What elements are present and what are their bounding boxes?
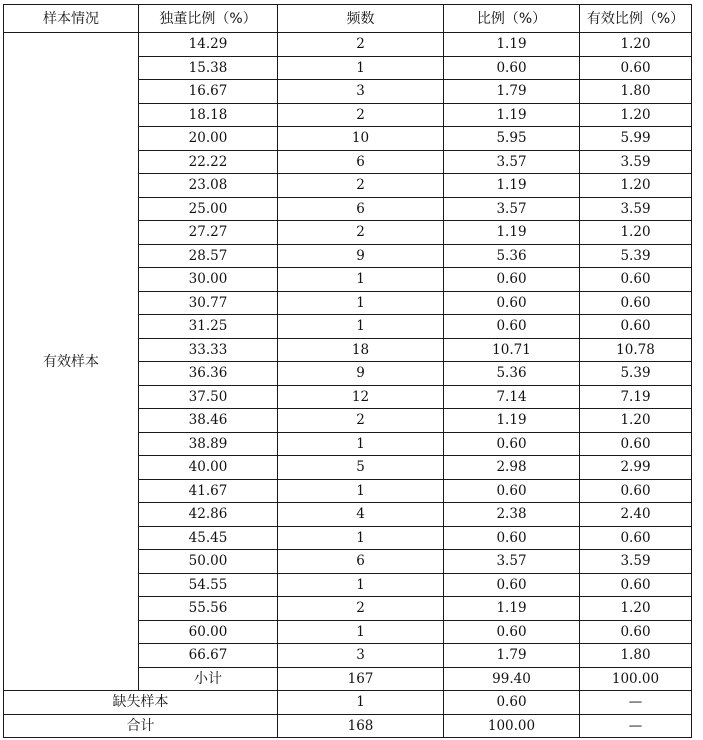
ratio-cell: 25.00 (139, 197, 278, 221)
ratio-cell: 38.89 (139, 432, 278, 456)
missing-percent: 0.60 (444, 691, 580, 715)
frequency-cell: 2 (278, 221, 444, 245)
missing-frequency: 1 (278, 691, 444, 715)
ratio-cell: 37.50 (139, 385, 278, 409)
ratio-cell: 60.00 (139, 620, 278, 644)
missing-row (4, 691, 692, 715)
frequency-cell: 18 (278, 338, 444, 362)
percent-cell: 1.19 (444, 409, 580, 433)
ratio-cell: 40.00 (139, 456, 278, 480)
frequency-cell: 5 (278, 456, 444, 480)
header-frequency: 频数 (278, 5, 444, 33)
frequency-cell: 9 (278, 362, 444, 386)
ratio-cell: 18.18 (139, 103, 278, 127)
subtotal-valid-percent: 100.00 (580, 667, 692, 691)
percent-cell: 0.60 (444, 432, 580, 456)
valid-percent-cell: 3.59 (580, 550, 692, 574)
valid-percent-cell: 1.20 (580, 597, 692, 621)
frequency-cell: 2 (278, 33, 444, 57)
ratio-cell: 41.67 (139, 479, 278, 503)
missing-valid-percent: — (580, 691, 692, 715)
percent-cell: 3.57 (444, 550, 580, 574)
ratio-cell: 38.46 (139, 409, 278, 433)
ratio-cell: 31.25 (139, 315, 278, 339)
frequency-cell: 4 (278, 503, 444, 527)
valid-percent-cell: 0.60 (580, 56, 692, 80)
frequency-cell: 1 (278, 291, 444, 315)
percent-cell: 1.19 (444, 174, 580, 198)
subtotal-label: 小计 (139, 667, 278, 691)
valid-percent-cell: 0.60 (580, 620, 692, 644)
ratio-cell: 28.57 (139, 244, 278, 268)
valid-percent-cell: 2.99 (580, 456, 692, 480)
frequency-cell: 6 (278, 550, 444, 574)
frequency-cell: 6 (278, 197, 444, 221)
valid-percent-cell: 0.60 (580, 268, 692, 292)
ratio-cell: 27.27 (139, 221, 278, 245)
percent-cell: 0.60 (444, 479, 580, 503)
frequency-table (3, 4, 692, 738)
frequency-cell: 1 (278, 56, 444, 80)
valid-percent-cell: 0.60 (580, 291, 692, 315)
frequency-cell: 1 (278, 268, 444, 292)
frequency-cell: 3 (278, 80, 444, 104)
header-independent-director-ratio: 独董比例（%） (139, 5, 278, 33)
valid-percent-cell: 5.39 (580, 244, 692, 268)
valid-percent-cell: 7.19 (580, 385, 692, 409)
valid-percent-cell: 0.60 (580, 479, 692, 503)
frequency-cell: 9 (278, 244, 444, 268)
valid-percent-cell: 0.60 (580, 432, 692, 456)
ratio-cell: 22.22 (139, 150, 278, 174)
frequency-cell: 1 (278, 620, 444, 644)
header-valid-percent: 有效比例（%） (580, 5, 692, 33)
frequency-cell: 2 (278, 409, 444, 433)
valid-percent-cell: 0.60 (580, 573, 692, 597)
valid-percent-cell: 1.20 (580, 409, 692, 433)
percent-cell: 1.19 (444, 221, 580, 245)
percent-cell: 1.19 (444, 597, 580, 621)
percent-cell: 3.57 (444, 197, 580, 221)
ratio-cell: 23.08 (139, 174, 278, 198)
percent-cell: 1.79 (444, 80, 580, 104)
valid-percent-cell: 5.99 (580, 127, 692, 151)
ratio-cell: 54.55 (139, 573, 278, 597)
header-sample-status: 样本情况 (4, 5, 139, 33)
percent-cell: 5.95 (444, 127, 580, 151)
valid-percent-cell: 5.39 (580, 362, 692, 386)
valid-percent-cell: 1.20 (580, 174, 692, 198)
frequency-cell: 2 (278, 103, 444, 127)
frequency-cell: 1 (278, 479, 444, 503)
percent-cell: 0.60 (444, 268, 580, 292)
percent-cell: 5.36 (444, 244, 580, 268)
valid-percent-cell: 1.80 (580, 644, 692, 668)
ratio-cell: 50.00 (139, 550, 278, 574)
ratio-cell: 30.77 (139, 291, 278, 315)
frequency-cell: 1 (278, 573, 444, 597)
frequency-cell: 6 (278, 150, 444, 174)
header-row (4, 5, 692, 33)
percent-cell: 2.38 (444, 503, 580, 527)
ratio-cell: 36.36 (139, 362, 278, 386)
percent-cell: 0.60 (444, 526, 580, 550)
ratio-cell: 45.45 (139, 526, 278, 550)
ratio-cell: 42.86 (139, 503, 278, 527)
ratio-cell: 55.56 (139, 597, 278, 621)
percent-cell: 1.19 (444, 103, 580, 127)
ratio-cell: 33.33 (139, 338, 278, 362)
percent-cell: 0.60 (444, 56, 580, 80)
percent-cell: 3.57 (444, 150, 580, 174)
ratio-cell: 14.29 (139, 33, 278, 57)
valid-percent-cell: 1.20 (580, 103, 692, 127)
percent-cell: 0.60 (444, 291, 580, 315)
table-body (4, 33, 692, 738)
total-valid-percent: — (580, 714, 692, 738)
subtotal-percent: 99.40 (444, 667, 580, 691)
valid-percent-cell: 0.60 (580, 315, 692, 339)
total-label: 合计 (4, 714, 278, 738)
valid-percent-cell: 1.20 (580, 33, 692, 57)
ratio-cell: 16.67 (139, 80, 278, 104)
percent-cell: 0.60 (444, 573, 580, 597)
percent-cell: 7.14 (444, 385, 580, 409)
valid-percent-cell: 10.78 (580, 338, 692, 362)
valid-percent-cell: 1.20 (580, 221, 692, 245)
percent-cell: 0.60 (444, 620, 580, 644)
frequency-cell: 2 (278, 174, 444, 198)
ratio-cell: 15.38 (139, 56, 278, 80)
percent-cell: 10.71 (444, 338, 580, 362)
frequency-cell: 1 (278, 315, 444, 339)
frequency-cell: 3 (278, 644, 444, 668)
frequency-cell: 10 (278, 127, 444, 151)
frequency-cell: 2 (278, 597, 444, 621)
total-frequency: 168 (278, 714, 444, 738)
ratio-cell: 66.67 (139, 644, 278, 668)
valid-percent-cell: 0.60 (580, 526, 692, 550)
valid-percent-cell: 3.59 (580, 150, 692, 174)
percent-cell: 1.19 (444, 33, 580, 57)
total-row (4, 714, 692, 738)
group-label-valid-sample: 有效样本 (4, 33, 139, 691)
valid-percent-cell: 2.40 (580, 503, 692, 527)
frequency-cell: 12 (278, 385, 444, 409)
table-row (4, 33, 692, 57)
header-percent: 比例（%） (444, 5, 580, 33)
total-percent: 100.00 (444, 714, 580, 738)
frequency-cell: 1 (278, 526, 444, 550)
percent-cell: 1.79 (444, 644, 580, 668)
frequency-cell: 1 (278, 432, 444, 456)
percent-cell: 2.98 (444, 456, 580, 480)
ratio-cell: 30.00 (139, 268, 278, 292)
percent-cell: 5.36 (444, 362, 580, 386)
valid-percent-cell: 1.80 (580, 80, 692, 104)
ratio-cell: 20.00 (139, 127, 278, 151)
valid-percent-cell: 3.59 (580, 197, 692, 221)
subtotal-frequency: 167 (278, 667, 444, 691)
missing-label: 缺失样本 (4, 691, 278, 715)
percent-cell: 0.60 (444, 315, 580, 339)
